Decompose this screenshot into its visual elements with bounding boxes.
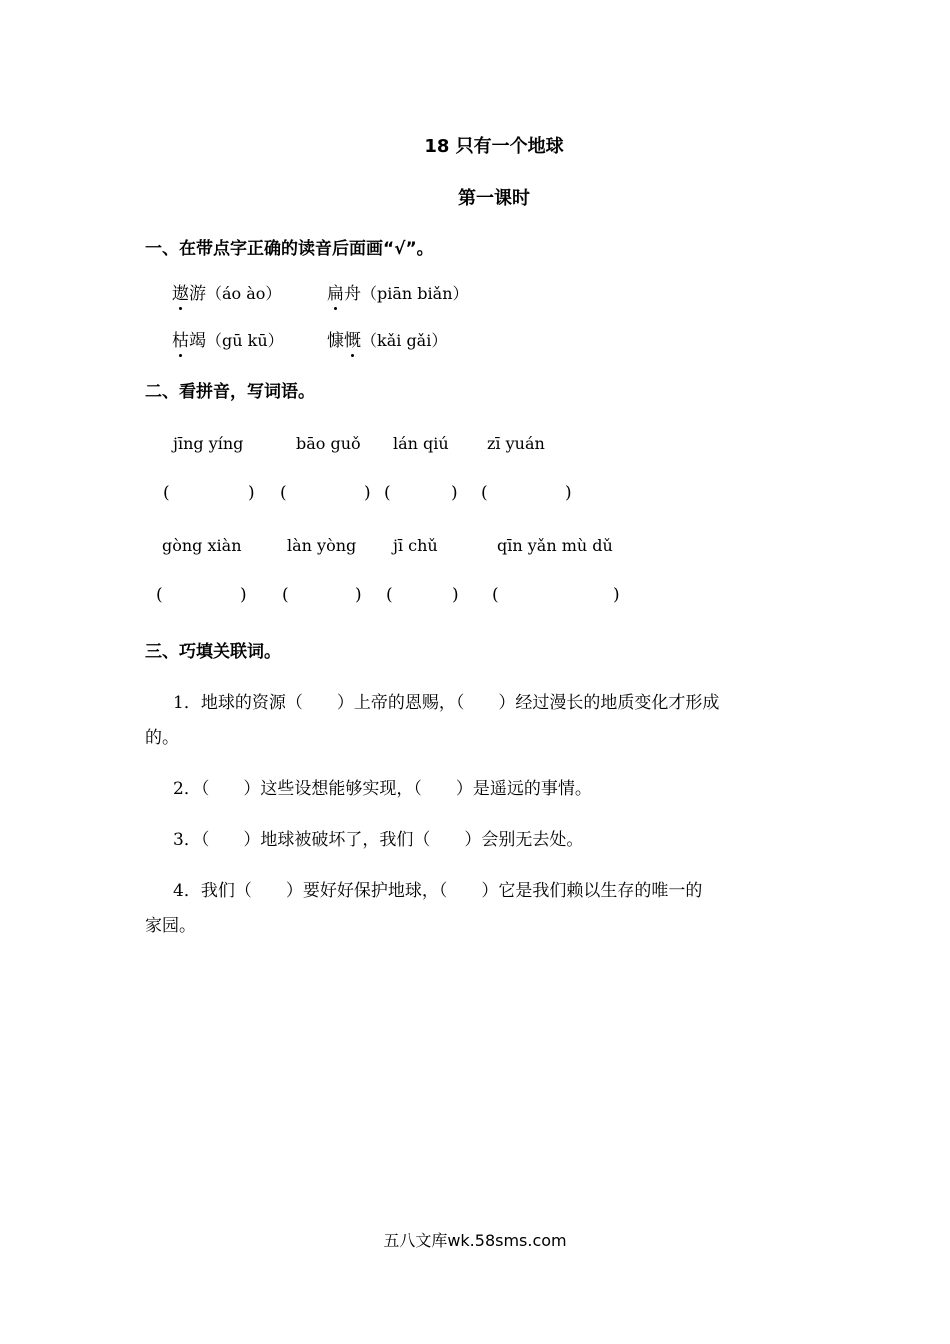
- plain-char: 游: [189, 284, 206, 304]
- paren-close: ): [355, 585, 362, 605]
- question-1-line-2: 的。: [145, 728, 179, 748]
- paren-close: ): [248, 483, 255, 503]
- paren-open: (: [163, 483, 170, 503]
- pinyin-word: jīng yíng: [173, 434, 244, 453]
- plain-char: 舟: [344, 284, 361, 304]
- paren-close: ): [565, 483, 572, 503]
- paren-close: ): [452, 585, 459, 605]
- page-title: 18 只有一个地球: [424, 136, 564, 157]
- paren-open: (: [280, 483, 287, 503]
- paren-open: (: [386, 585, 393, 605]
- pinyin-word: lán qiú: [393, 434, 449, 453]
- paren-open: (: [492, 585, 499, 605]
- paren-close: ): [240, 585, 247, 605]
- paren-close: ): [451, 483, 458, 503]
- pinyin-options: （áo ào）: [206, 284, 282, 303]
- pinyin-word: qīn yǎn mù dǔ: [497, 536, 613, 555]
- pinyin-word: jī chǔ: [393, 536, 438, 555]
- paren-close: ): [613, 585, 620, 605]
- pronunciation-item-4: [327, 326, 447, 351]
- paren-open: (: [282, 585, 289, 605]
- pinyin-word: gòng xiàn: [162, 536, 242, 555]
- footer-watermark: 五八文库wk.58sms.com: [383, 1231, 567, 1250]
- section2-heading: 二、看拼音，写词语。: [145, 382, 315, 402]
- question-3: 3．（ ）地球被破坏了，我们（ ）会别无去处。: [173, 830, 584, 850]
- section1-heading: 一、在带点字正确的读音后面画“√”。: [145, 239, 434, 259]
- paren-open: (: [481, 483, 488, 503]
- dotted-char: 遨: [172, 279, 189, 304]
- question-2: 2．（ ）这些设想能够实现，（ ）是遥远的事情。: [173, 779, 592, 799]
- dotted-char: 扁: [327, 279, 344, 304]
- pronunciation-item-2: [327, 279, 469, 304]
- paren-open: (: [384, 483, 391, 503]
- plain-char: 竭: [189, 331, 206, 351]
- pinyin-options: （piān biǎn）: [361, 284, 469, 303]
- pinyin-options: （kǎi gǎi）: [361, 331, 448, 350]
- pinyin-word: bāo guǒ: [296, 434, 361, 453]
- pinyin-options: （gū kū）: [206, 331, 284, 350]
- plain-char: 慷: [327, 331, 344, 351]
- question-4-line-2: 家园。: [145, 916, 196, 936]
- section3-heading: 三、巧填关联词。: [145, 642, 281, 662]
- pinyin-word: làn yòng: [287, 536, 357, 555]
- paren-close: ): [364, 483, 371, 503]
- paren-open: (: [156, 585, 163, 605]
- pinyin-word: zī yuán: [487, 434, 545, 453]
- pronunciation-item-1: [172, 279, 281, 304]
- dotted-char: 枯: [172, 326, 189, 351]
- page-subtitle: 第一课时: [458, 188, 530, 209]
- pronunciation-item-3: [172, 326, 284, 351]
- question-1-line-1: 1．地球的资源（ ）上帝的恩赐，（ ）经过漫长的地质变化才形成: [173, 693, 720, 713]
- question-4-line-1: 4．我们（ ）要好好保护地球，（ ）它是我们赖以生存的唯一的: [173, 881, 703, 901]
- dotted-char: 慨: [344, 326, 361, 351]
